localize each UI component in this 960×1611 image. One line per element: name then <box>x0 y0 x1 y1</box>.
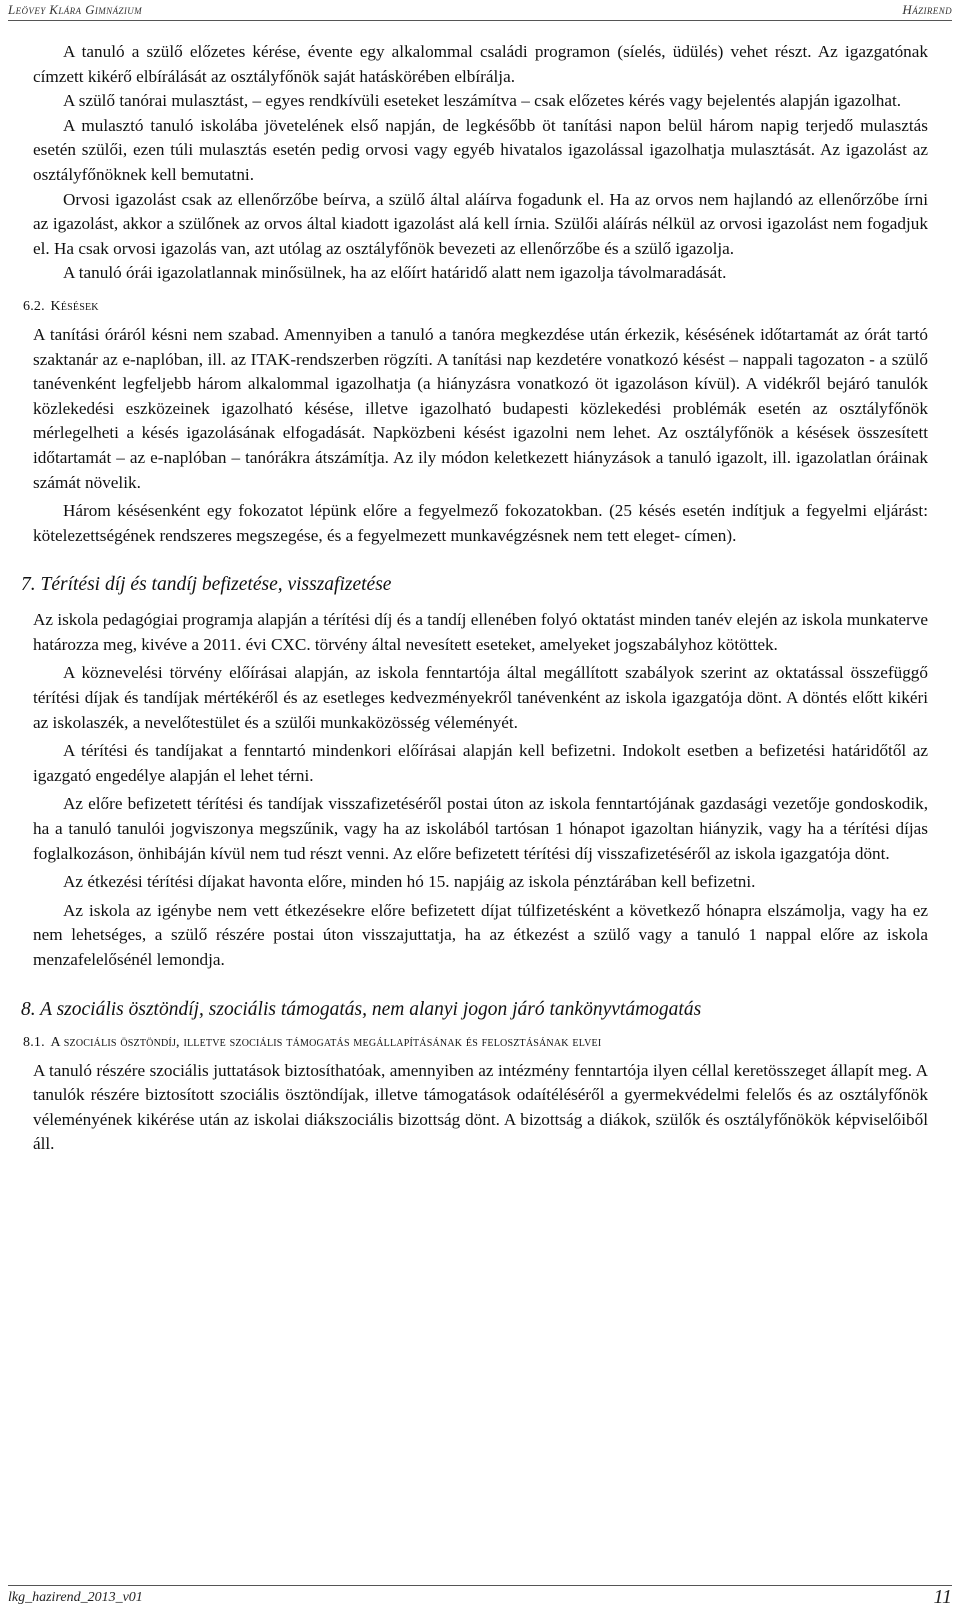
subsection-number: 6.2. <box>23 298 45 314</box>
paragraph: Orvosi igazolást csak az ellenőrzőbe beírva, a szülő által aláírva fogadunk el. Ha az orvos nem hajlandó az ellenőrzőbe írni az igazolást, akkor a szülőnek az orvos által kiadott igazolást alá kell írnia. Szülői aláírás nélkül az orvosi igazolást nem fogadjuk el. Ha csak orvosi igazolás van, azt utólag az osztályfőnök bevezeti az ellenőrzőbe és a szülő igazolja. <box>33 189 928 258</box>
page-header <box>8 0 952 21</box>
subsection-title: A szociális ösztöndíj, illetve szociális támogatás megállapításának és felosztásának elvei <box>50 1034 602 1050</box>
page-content <box>21 40 928 1157</box>
paragraph: A tanítási óráról késni nem szabad. Amennyiben a tanuló a tanóra megkezdése után érkezik, késésének időtartamát az órát tartó szaktanár az e-naplóban, ill. az ITAK-rendszerben rögzíti. A tanítási nap kezdetére vonatkozó késést – nappali tagozaton - a szülő tanévenként legfeljebb három alkalommal igazolhatja (a hiányzásra vonatkozó öt igazoláson kívül). A vidékről bejáró tanulók közlekedési eszközeinek igazolható késése, illetve igazolható budapesti közlekedési problémák esetén az osztályfőnök mérlegelheti a késés igazolásának elfogadását. Napközbeni késést igazolni nem lehet. Az osztályfőnök a késések összesített időtartamát – az e-naplóban – tanórákra átszámítja. Az ily módon keletkezett hiányzások a tanuló igazolt, ill. igazolatlan óráinak számát növelik. <box>33 324 928 492</box>
paragraph: A tanuló a szülő előzetes kérése, évente egy alkalommal családi programon (síelés, üdülés) vehet részt. Az igazgatónak címzett kikérő elbírálását az osztályfőnök saját hatáskörében elbírálja. <box>33 42 928 86</box>
page-footer <box>8 1585 952 1610</box>
subsection-heading-8-1 <box>23 1035 928 1051</box>
header-document-title: Házirend <box>902 2 952 17</box>
paragraph: Az iskola az igénybe nem vett étkezésekre előre befizetett díjat túlfizetésként a következő hónapra elszámolja, vagy ha ez nem lehetséges, a szülő részére postai úton visszajuttatja, ha az étkezést a szülő vagy a tanuló 1 nappal előre az iskola menzafelelősénél lemondja. <box>33 900 928 969</box>
paragraph: Az iskola pedagógiai programja alapján a térítési díj és a tandíj ellenében folyó oktatást minden tanév elején az iskola munkaterve határozza meg, kivéve a 2011. évi CXC. törvény által nevesített eseteket, amelyeket jogszabályhoz kötöttek. <box>33 610 928 654</box>
paragraph: A tanuló részére szociális juttatások biztosíthatóak, amennyiben az intézmény fenntartója ilyen céllal keretösszeget állapít meg. A tanulók részére biztosított szociális ösztöndíjak, illetve támogatások odaítéléséről a gyermekvédelmi felelős és az osztályfőnök véleményének kikérése után az iskolai diákszociális bizottság dönt. A bizottság a diákok, szülők és osztályfőnökök képviselőiből áll. <box>33 1060 928 1154</box>
paragraph: A mulasztó tanuló iskolába jövetelének első napján, de legkésőbb öt tanítási napon belül három napig terjedő mulasztás esetén szülői, ezen túli mulasztás esetén pedig orvosi vagy egyéb hivatalos igazolással igazolhatja mulasztását. Az igazolást az osztályfőnöknek kell bemutatni. <box>33 115 928 184</box>
header-school-name: Leövey Klára Gimnázium <box>8 2 143 17</box>
subsection-number: 8.1. <box>23 1034 45 1050</box>
paragraph: A tanuló órái igazolatlannak minősülnek, ha az előírt határidő alatt nem igazolja távolmaradását. <box>63 263 727 283</box>
section-heading-8: 8. A szociális ösztöndíj, szociális támogatás, nem alanyi jogon járó tankönyvtámogatás <box>21 998 702 1020</box>
footer-file-name: lkg_hazirend_2013_v01 <box>8 1590 143 1605</box>
paragraph: Az előre befizetett térítési és tandíjak visszafizetéséről postai úton az iskola fenntartójának gazdasági vezetője gondoskodik, ha a tanuló tanulói jogviszonya megszűnik, vagy ha az iskolából tartósan 1 hónapot igazoltan hiányzik, vagy ha a térítési díjas foglalkozáson, önhibáján kívül nem tud részt venni. Az előre befizetett térítési díj visszafizetéséről az iskola igazgatója dönt. <box>33 794 928 863</box>
paragraph: Három késésenként egy fokozatot lépünk előre a fegyelmező fokozatokban. (25 késés esetén indítjuk a fegyelmi eljárást: kötelezettségének rendszeres megszegése, és a fegyelmezett munkavégzésnek nem tett eleget- címen). <box>33 501 928 545</box>
paragraph: A szülő tanórai mulasztást, – egyes rendkívüli eseteket leszámítva – csak előzetes kérés vagy bejelentés alapján igazolhat. <box>63 91 902 111</box>
subsection-title: Késések <box>50 298 99 314</box>
page-number: 11 <box>933 1586 952 1608</box>
paragraph: Az étkezési térítési díjakat havonta előre, minden hó 15. napjáig az iskola pénztárában kell befizetni. <box>63 872 756 892</box>
paragraph: A térítési és tandíjakat a fenntartó mindenkori előírásai alapján kell befizetni. Indokolt esetben a befizetési határidőtől az igazgató engedélye alapján el lehet térni. <box>33 741 928 785</box>
subsection-heading-6-2 <box>23 299 928 315</box>
section-heading-7: 7. Térítési díj és tandíj befizetése, visszafizetése <box>21 574 392 596</box>
paragraph: A köznevelési törvény előírásai alapján, az iskola fenntartója által megállított szabályok szerint az oktatással összefüggő térítési díjak és tandíjak mértékéről és az esetleges kedvezményekről tanévenként az iskola igazgatója dönt. A döntés előtt kikéri az iskolaszék, a nevelőtestület és a szülői munkaközösség véleményét. <box>33 663 928 732</box>
